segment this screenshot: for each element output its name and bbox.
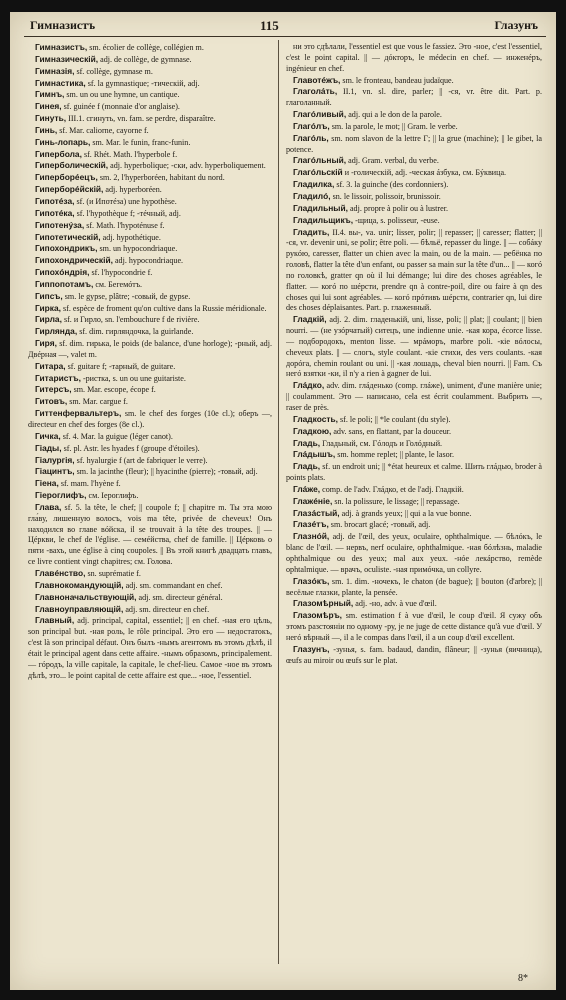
entry-headword: Гиря, [35,338,57,349]
dictionary-entry [286,155,542,167]
dictionary-entry [28,78,272,90]
entry-headword: Глазóкъ, [293,575,330,586]
entry-definition: sm. le chef des forges (10e cl.); оберъ —, directeur en chef des forges (8e cl.). [28,409,272,429]
entry-definition: II.4. вы-, va. unir; lisser, polir; || repasser; || caresser; flatter; || -ся, vr. devenir uni, se polir; être poli. — бѣльё, repasser du linge. || — собáку рукóю, caresser, flatter un chien avec la main, ou de la main. — ребёнка по головѣ, flatter la tête d'un enfant, ou passer sa main sur la tête d'un... || — когó по головкѣ, gratter qn où il lui démange; lui dire des choses agréables, le flatter. — когó по шéрсти, prendre qn à contre-poil, dire ou faire à qn des choses qui lui sont agréables. — когó прóтивъ шéрсти, contrarier qn, lui dire des choses déplaisantes. Part. p. глаженный. [286,227,542,313]
entry-headword: Главноначальствующiй, [35,591,137,602]
entry-definition: adj. -но, adv. à vue d'œil. [355,599,437,609]
dictionary-entry [28,408,272,431]
dictionary-entry [286,508,542,520]
dictionary-entry [28,255,272,267]
entry-definition: sm. la parole, le mot; || Gram. le verbe. [331,121,458,131]
dictionary-entry [28,615,272,681]
dictionary-entry [28,580,272,592]
entry-headword: Гиперборéецъ, [35,172,98,183]
entry-definition: adj. de l'œil, des yeux, oculaire, ophthalmique. — бѣлóкъ, le blanc de l'œil. — нервъ, nerf oculaire, ophthalmique. -ная бóлѣзнь, maladie ophthalmique ou des yeux; mal aux yeux. -нóе лекáрство, remède ophtalmique. — врачъ, oculiste. -ная примóчка, un collyre. [286,532,542,574]
entry-definition: и -голическiй, adj. -ческая áзбука, см. Бýквица. [344,168,507,178]
entry-definition: adv. dim. глáденько (comp. глáже), uniment, d'une manière unie; || coulamment. Это — написано, cela est écrit coulamment. Выбрить —, raser de près. [286,381,542,412]
entry-definition: sm. un ou une hymne, un cantique. [66,90,180,100]
dictionary-entry [28,220,272,232]
entry-headword: Гипсъ, [35,290,63,301]
entry-headword: Гинь-лопарь, [35,136,91,147]
entry-headword: Главнокомандующiй, [35,579,124,590]
dictionary-entry [286,179,542,191]
entry-headword: Гиперболическiй, [35,160,109,171]
entry-definition: sf. mam. l'hyène f. [60,479,121,489]
entry-definition: sf. (и Ипотéза) une hypothèse. [76,196,177,206]
entry-headword: Глагóливый, [293,109,347,120]
entry-definition: sm. un hypocondriaque. [99,244,178,254]
dictionary-entry [28,291,272,303]
entry-definition: sf. guinée f (monnaie d'or anglaise). [63,102,180,112]
dictionary-entry [286,215,542,227]
dictionary-entry [286,42,542,75]
entry-headword: Глава, [35,501,62,512]
dictionary-entry [28,160,272,172]
entry-headword: Глáдко, [293,380,325,391]
entry-headword: Гинь, [35,124,58,135]
entry-definition: sm. le fronteau, bandeau judaïque. [342,75,454,85]
entry-definition: comp. de l'adv. Глáдко, et de l'adj. Гладкiй. [322,484,464,494]
dictionary-entry [28,568,272,580]
entry-headword: Гирлянда, [35,326,78,337]
entry-definition: sf. hyalurgie f (art de fabriquer le verre). [76,455,208,465]
entry-definition: sf. Math. l'hypoténuse f. [86,220,165,230]
right-column [286,42,542,966]
dictionary-entry [28,149,272,161]
dictionary-entry [28,184,272,196]
entry-headword: Глазáстый, [293,507,340,518]
entry-headword: Гладкiй, [293,314,327,325]
entry-headword: Глагóльный, [293,155,347,166]
entry-headword: Гитовъ, [35,396,68,407]
dictionary-entry [28,267,272,279]
entry-headword: Глаголáть, [293,86,338,97]
entry-definition: sf. и Гирло, sn. l'embouchure f de rivière. [63,315,200,325]
entry-definition: -щица, s. polisseur, -euse. [355,215,440,225]
entry-headword: Гиперборéйскiй, [35,184,104,195]
dictionary-entry [28,490,272,502]
entry-headword: Гитерсъ, [35,384,72,395]
dictionary-entry [286,598,542,610]
entry-definition: adj. principal, capital, essentiel; || en chef. -ная его цѣль, son principal but. -ная роль, le rôle principal. Это его — недостатокъ, c'est là son principal défaut. Онъ былъ -нымъ агентомъ въ этомъ дѣлѣ, il était le principal agent dans cette affaire. -нымъ образомъ, principalement. — гóродъ, la ville capitale, la capitale, le chef-lieu. Самое -ное въ этомъ дѣлѣ, это... le point capital de cette affaire est que... -ное, l'essentiel. [28,616,272,680]
dictionary-entry [286,484,542,496]
entry-definition: sf. Mar. caliorne, cayorne f. [59,125,149,135]
entry-definition: sn. le lissoir, polissoir, brunissoir. [332,191,441,201]
dictionary-entry [28,384,272,396]
entry-headword: Гимназистъ, [35,42,88,52]
entry-headword: Главный, [35,615,75,626]
dictionary-entry [28,113,272,125]
entry-definition: sn. suprématie f. [87,568,141,578]
entry-headword: Гiена, [35,478,59,489]
dictionary-entry [286,414,542,426]
dictionary-entry [286,644,542,667]
dictionary-entry [286,167,542,179]
entry-definition: sm. estimation f à vue d'œil, le coup d'œil. Я сужу объ этомъ разстоянiи по одному -ру, je ne juge de cette distance qu'à vue d'œil. У негó вѣрный —, il a le compas dans l'œil, il a un coup d'œil excellent. [286,611,542,642]
dictionary-entry [286,203,542,215]
entry-headword: Глагóльскiй [293,167,343,178]
entry-headword: Гипотéка, [35,207,75,218]
entry-headword: Глажéнiе, [293,495,333,506]
dictionary-entry [28,243,272,255]
entry-definition: adv. sans, en flattant, par la douceur. [333,426,452,436]
dictionary-entry [286,519,542,531]
entry-definition: Гладьный, см. Гóлодъ и Голóдный. [322,438,443,448]
entry-headword: Главноуправляющiй, [35,603,124,614]
entry-headword: Гiацинтъ, [35,466,75,477]
dictionary-entry [28,592,272,604]
entry-definition: sm. la jacinthe (fleur); || hyacinthe (pierre); -товый, adj. [76,467,258,477]
entry-definition: adj. à grands yeux; || qui a la vue bonne. [341,508,472,518]
left-column [28,42,272,966]
entry-headword: Гирла, [35,314,62,325]
dictionary-entry [28,431,272,443]
entry-definition: sf. dim. гирляндочка, la guirlande. [79,327,194,337]
dictionary-entry [28,478,272,490]
dictionary-entry [286,531,542,575]
entry-headword: Гипохондрикъ, [35,243,98,254]
entry-definition: adj. de collège, de gymnase. [100,54,192,64]
entry-definition: adj. Gram. verbal, du verbe. [348,156,439,166]
entry-definition: adj. hyperboréen. [105,185,162,195]
entry-headword: Гимназiя, [35,65,75,76]
entry-definition: adj. qui a le don de la parole. [348,110,442,120]
dictionary-entry [28,396,272,408]
entry-definition: sf. pl. Astr. les hyades f (groupe d'étoiles). [63,443,200,453]
entry-headword: Гладить, [293,226,330,237]
entry-headword: Гладильный, [293,202,348,213]
dictionary-entry [286,610,542,644]
dictionary-entry [28,303,272,315]
entry-headword: Гимназическiй, [35,53,99,64]
dictionary-entry [286,438,542,450]
entry-headword: Гимнастика, [35,77,86,88]
dictionary-entry [286,86,542,109]
dictionary-entry [28,279,272,291]
dictionary-entry [28,466,272,478]
dictionary-entry [286,121,542,133]
entry-definition: -зунья, s. fam. badaud, dandin, flâneur; || -зунья (яичница), œufs au miroir ou œufs sur le plat. [286,644,542,665]
entry-definition: II.1, vn. sl. dire, parler; || -ся, vr. être dit. Part. p. глаголанный. [286,87,542,108]
entry-headword: Гладь, [293,461,321,472]
dictionary-entry [286,75,542,87]
entry-headword: Гладильщикъ, [293,214,354,225]
dictionary-entry [28,172,272,184]
entry-definition: adj. hyperbolique; -ски, adv. hyperboliquement. [110,161,266,171]
header-rule [24,36,546,37]
entry-definition: adj. hypothétique. [102,232,161,242]
dictionary-entry [28,502,272,568]
signature-mark: 8* [518,973,528,984]
entry-definition: sf. 4. Mar. la guigue (léger canot). [62,431,173,441]
entry-headword: Гладкость, [293,413,338,424]
entry-headword: Глáдышъ, [293,449,336,460]
entry-headword: Гиппопотамъ, [35,278,94,289]
dictionary-entry [28,208,272,220]
entry-definition: sm. Mar. escope, écope f. [73,385,156,395]
dictionary-entry [286,461,542,484]
entry-headword: Гiады, [35,442,62,453]
entry-definition: см. Iероглифъ. [88,491,139,501]
dictionary-entry [28,196,272,208]
entry-headword: Глазéтъ, [293,519,329,530]
entry-headword: Глáже, [293,483,321,494]
dictionary-entry [286,314,542,380]
dictionary-entry [28,443,272,455]
dictionary-entry [28,125,272,137]
dictionary-entry [28,373,272,385]
dictionary-page [10,12,556,990]
entry-definition: sf. un endroit uni; || *état heureux et calme. Шить глáдью, broder à points plats. [286,462,542,483]
entry-headword: Гитара, [35,360,66,371]
header-left-word: Гимназистъ [30,18,96,32]
dictionary-entry [28,326,272,338]
entry-headword: Гирка, [35,302,61,313]
dictionary-entry [28,42,272,54]
entry-headword: Гинея, [35,101,62,112]
entry-headword: Гимнъ, [35,89,65,100]
entry-definition: -ристка, s. un ou une guitariste. [82,373,186,383]
entry-definition: sf. 5. la tête, le chef; || coupole f; || chapitre m. Ты эта мою гла́ву, лишенную волосъ, vois ma tête, privée de cheveux! Онъ находился во главе вóйска, il se trouvait à la tête des troupes. || — Цéркви, le chef de l'église. — семéйства, chef de famille. || Цéрковь о пяти -вахъ, une église à cinq coupoles. || Въ этой книгѣ двадцать главъ, ce livre contient vingt chapitres; см. Голова. [28,502,272,567]
entry-definition: sf. la gymnastique; -тическiй, adj. [87,78,200,88]
entry-definition: sf. espèce de froment qu'on cultive dans la Russie méridionale. [63,303,267,313]
dictionary-entry [28,338,272,361]
entry-definition: ни это сдѣлали, l'essentiel est que vous le fassiez. Это -ное, c'est l'essentiel, c'est le point capital. || — дóкторъ, le médecin en chef. — инженéръ, ingénieur en chef. [286,42,542,73]
dictionary-entry [28,101,272,113]
page-number: 115 [260,18,279,33]
entry-definition: adj. sm. directeur en chef. [125,604,210,614]
dictionary-entry [286,496,542,508]
dictionary-entry [286,109,542,121]
dictionary-entry [286,380,542,414]
entry-headword: Гипотéза, [35,195,75,206]
dictionary-entry [28,66,272,78]
entry-definition: sf. l'hypothèque f; -тéчный, adj. [76,208,181,218]
entry-headword: Главотéжъ, [293,74,341,85]
entry-definition: sm. le gypse, plâtre; -совый, de gypse. [64,291,191,301]
entry-headword: Гитаристъ, [35,372,81,383]
entry-headword: Гипохóндрiя, [35,267,90,278]
entry-definition: sm. Mar. le funin, franc-funin. [92,137,191,147]
entry-headword: Гладилó, [293,190,331,201]
dictionary-entry [286,426,542,438]
entry-definition: sm. écolier de collège, collégien m. [89,43,204,52]
entry-headword: Гиттенфервальтеръ, [35,408,122,419]
dictionary-entry [28,604,272,616]
entry-headword: Гипохондрическiй, [35,255,113,266]
entry-headword: Гiероглифъ, [35,490,87,501]
dictionary-entry [286,191,542,203]
dictionary-entry [286,576,542,599]
entry-definition: sm. nom slavon de la lettre Г; || la grue (machine); || le gibet, la potence. [286,133,542,154]
entry-definition: sm. Mar. cargue f. [69,397,128,407]
entry-definition: sf. collège, gymnase m. [76,66,153,76]
entry-headword: Гипотетическiй, [35,231,101,242]
entry-headword: Главéнство, [35,567,86,578]
entry-headword: Гiалургiя, [35,454,75,465]
entry-definition: adj. sm. directeur général. [138,592,223,602]
dictionary-entry [286,133,542,156]
header-right-word: Глазунъ [494,18,538,32]
dictionary-entry [286,449,542,461]
dictionary-entry [28,361,272,373]
column-divider [278,40,279,964]
entry-definition: sm. 1. dim. -ночекъ, le chaton (de bague); || bouton (d'arbre); || весёлые глазки, plante, la pensée. [286,576,542,597]
dictionary-entry [28,89,272,101]
entry-headword: Гладилка, [293,179,335,190]
entry-definition: см. Бегемóтъ. [95,279,143,289]
dictionary-entry [28,137,272,149]
entry-definition: sf. le poli; || *le coulant (du style). [339,414,451,424]
dictionary-entry [286,227,542,315]
entry-headword: Глагóль, [293,132,329,143]
dictionary-entry [28,232,272,244]
entry-headword: Гладь, [293,437,321,448]
entry-definition: sm. homme replet; || plante, le lasor. [337,450,454,460]
dictionary-entry [28,455,272,467]
entry-definition: adj. hypocondriaque. [114,256,184,266]
entry-definition: sf. l'hypocondrie f. [91,268,153,278]
entry-definition: sf. guitare f; -тарный, de guitare. [67,361,176,371]
entry-headword: Глазунъ, [293,643,330,654]
entry-headword: Глагóлъ, [293,120,330,131]
entry-definition: sm. brocart glacé; -товый, adj. [330,520,431,530]
entry-definition: III.1. сгинуть, vn. fam. se perdre, disparaître. [68,114,216,124]
entry-definition: adj. propre à polir ou à lustrer. [349,203,448,213]
entry-definition: sn. la polissure, le lissage; || repassage. [334,496,460,506]
dictionary-entry [28,54,272,66]
entry-definition: sf. dim. гирька, le poids (de balance, d'une horloge); -рный, adj. Двéрная —, valet m. [28,339,272,359]
entry-headword: Гипотенýза, [35,219,85,230]
entry-headword: Глазомѣръ, [293,610,342,621]
running-header [10,18,556,36]
entry-definition: sf. Rhét. Math. l'hyperbole f. [83,149,178,159]
entry-headword: Глазнóй, [293,531,330,542]
dictionary-entry [28,314,272,326]
entry-headword: Гинуть, [35,113,67,124]
entry-definition: sf. 3. la guinche (des cordonniers). [336,180,449,190]
entry-definition: sm. 2, l'hyperboréen, habitant du nord. [99,173,225,183]
entry-definition: adj. sm. commandant en chef. [125,580,223,590]
entry-headword: Гипербола, [35,148,82,159]
entry-headword: Гладкою, [293,425,332,436]
entry-definition: adj. 2. dim. гладенькiй, uni, lisse, poli; || plat; || coulant; || bien nourri. — (не узóрчатый) ситецъ, une indienne unie. -кая кора, écorce lisse. — подбородокъ, menton lisse. — мрáморъ, marbre poli. -кiе вóлосы, cheveux plats. || — слогъ, style coulant. -кiе стихи, des vers coulants. -кая дорóга, chemin roulant ou uni. || -кая лошадь, cheval bien nourri. || Fam. Съ негó взятки -ки, il n'y a rien à gagner de lui. [286,315,542,379]
entry-headword: Глазомѣрный, [293,598,354,609]
entry-headword: Гичка, [35,430,61,441]
